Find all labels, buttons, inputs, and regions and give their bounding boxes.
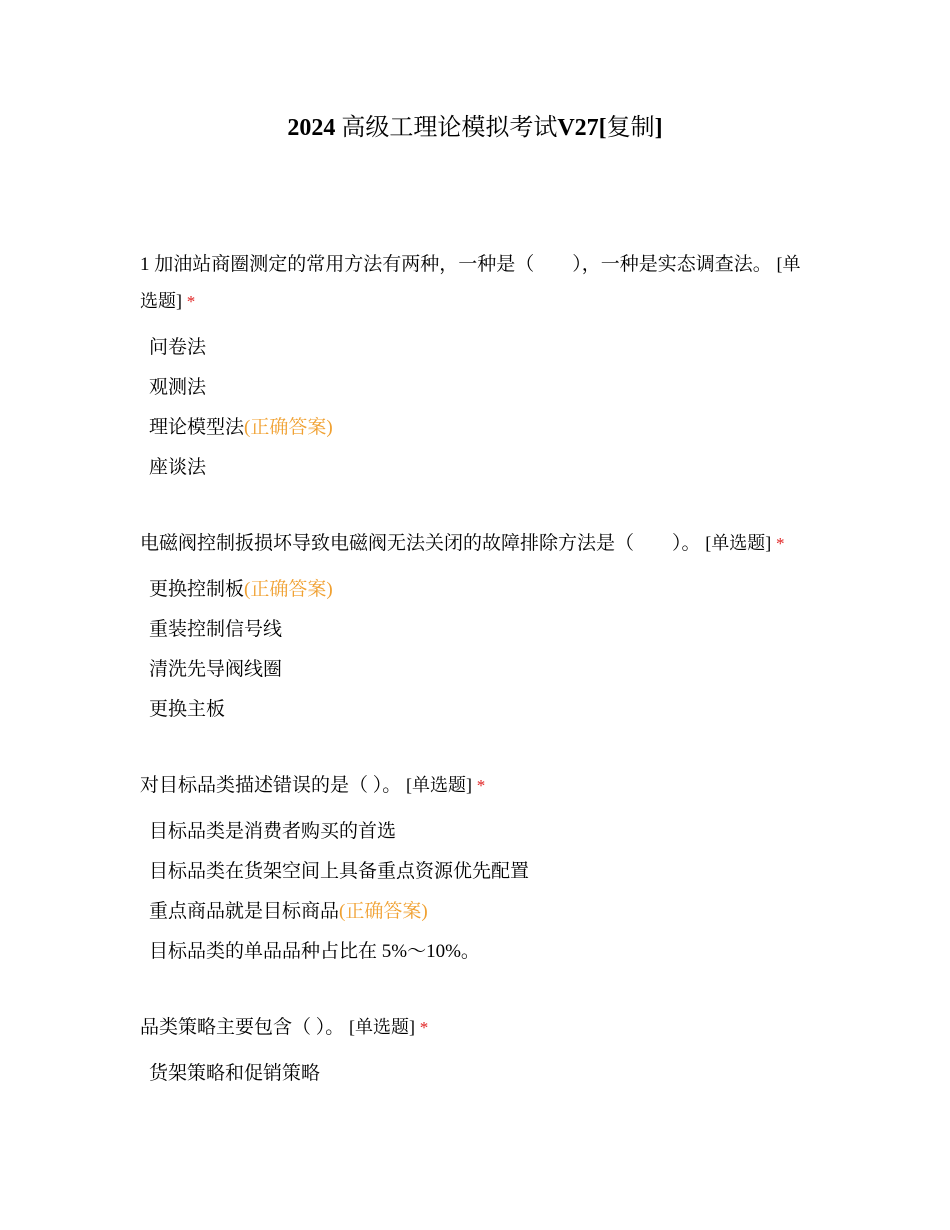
question-type: [单选题]: [349, 1017, 416, 1037]
required-mark: *: [186, 292, 196, 311]
option-item[interactable]: [149, 892, 812, 932]
option-text: 目标品类是消费者购买的首选: [149, 821, 397, 842]
option-item[interactable]: [149, 812, 812, 852]
option-text: 问卷法: [149, 337, 207, 358]
title-year: 2024: [287, 115, 336, 141]
question-2: [140, 525, 812, 730]
question-type: [单选题]: [406, 775, 473, 795]
question-stem: [140, 1009, 812, 1046]
option-text: 重点商品就是目标商品: [149, 901, 340, 922]
option-item[interactable]: [149, 610, 812, 650]
title-text: 高级工理论模拟考试: [341, 115, 558, 141]
option-item[interactable]: [149, 448, 812, 488]
option-text: 理论模型法: [149, 417, 245, 438]
correct-answer-label: (正确答案): [244, 579, 333, 600]
title-version: V27: [557, 115, 599, 141]
question-4: [140, 1009, 812, 1094]
option-item[interactable]: [149, 932, 812, 972]
option-text: 更换主板: [149, 699, 226, 720]
option-text: 重装控制信号线: [149, 619, 283, 640]
option-text: 观测法: [149, 377, 207, 398]
required-mark: *: [776, 534, 785, 553]
option-text: 目标品类的单品品种占比在 5%～10%。: [149, 941, 480, 962]
option-item[interactable]: [149, 690, 812, 730]
correct-answer-label: (正确答案): [244, 417, 333, 438]
option-item[interactable]: [149, 570, 812, 610]
question-text: 对目标品类描述错误的是（ ）。: [140, 775, 402, 796]
option-text: 座谈法: [149, 457, 207, 478]
question-text: 1 加油站商圈测定的常用方法有两种，一种是（ ），一种是实态调查法。: [140, 254, 772, 275]
title-copy-text: 复制: [606, 115, 655, 141]
question-text: 品类策略主要包含（ ）。: [140, 1017, 345, 1038]
option-item[interactable]: [149, 408, 812, 448]
question-text: 电磁阀控制扳损坏导致电磁阀无法关闭的故障排除方法是（ ）。: [140, 533, 701, 554]
question-3: [140, 767, 812, 972]
question-type: [单选题]: [140, 254, 801, 311]
option-item[interactable]: [149, 650, 812, 690]
option-text: 清洗先导阀线圈: [149, 659, 283, 680]
question-stem: [140, 246, 812, 320]
option-item[interactable]: [149, 852, 812, 892]
required-mark: *: [476, 776, 486, 795]
question-stem: [140, 767, 812, 804]
title-copy-bracket-open: [: [598, 115, 607, 141]
option-list: [149, 328, 812, 488]
option-list: [149, 1054, 812, 1094]
option-text: 货架策略和促销策略: [149, 1063, 321, 1084]
option-item[interactable]: [149, 328, 812, 368]
title-copy-bracket-close: ]: [654, 115, 663, 141]
required-mark: *: [419, 1018, 429, 1037]
page-title: [0, 108, 950, 148]
correct-answer-label: (正确答案): [339, 901, 428, 922]
option-item[interactable]: [149, 368, 812, 408]
option-text: 目标品类在货架空间上具备重点资源优先配置: [149, 861, 530, 882]
question-type: [单选题]: [705, 533, 772, 553]
option-item[interactable]: [149, 1054, 812, 1094]
option-text: 更换控制板: [149, 579, 245, 600]
question-1: [140, 246, 812, 488]
option-list: [149, 812, 812, 972]
question-stem: [140, 525, 812, 562]
option-list: [149, 570, 812, 730]
